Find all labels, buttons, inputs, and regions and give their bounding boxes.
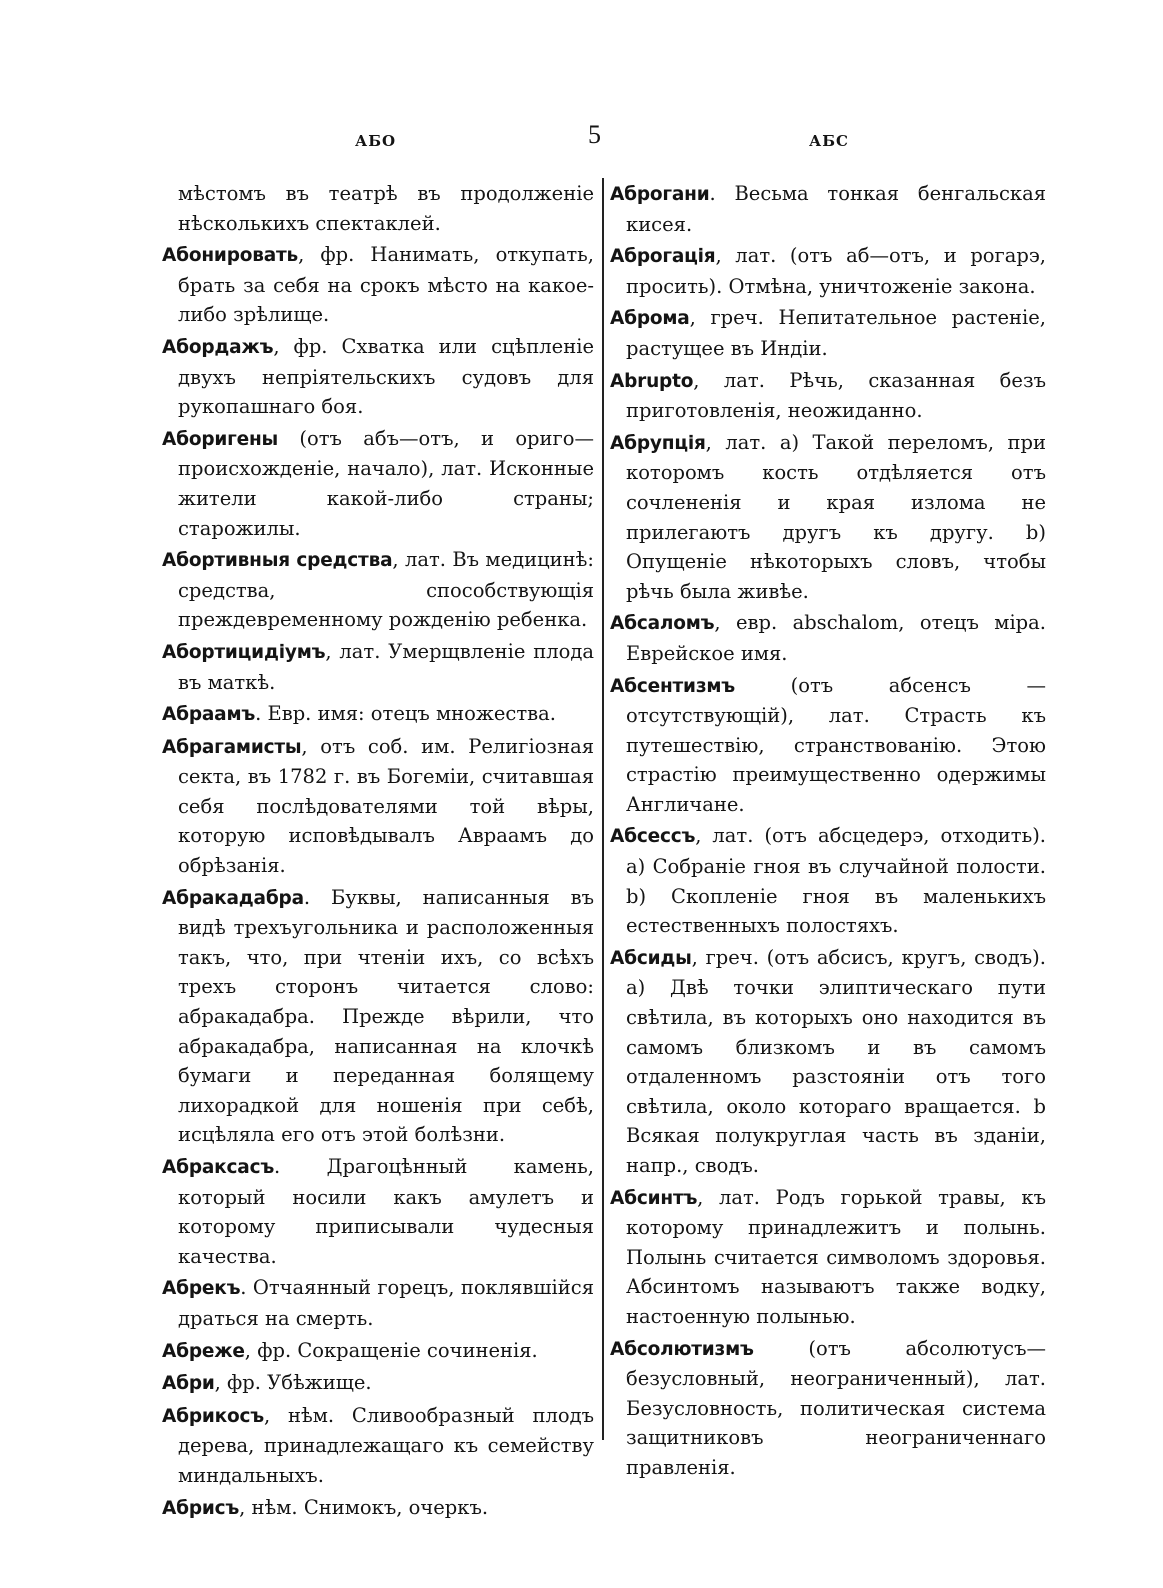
dictionary-entry [610,1183,1046,1332]
definition: , греч. (отъ абсисъ, кругъ, сводъ). a) Двѣ точки элиптическаго пути свѣтила, въ которыхъ оно находится въ самомъ близкомъ и въ самомъ отдаленномъ разстояніи отъ того свѣтила, около котораго вращается. b Всякая полукруглая часть въ зданіи, напр., сводъ. [626,945,1046,1177]
definition: (отъ абсолютусъ—безусловный, неограниченный), лат. Безусловность, политическая система защитниковъ неограниченнаго правленія. [626,1336,1046,1479]
definition: . Весьма тонкая бенгальская кисея. [626,182,1046,236]
dictionary-entry [162,1368,594,1399]
headword: Абортивныя средства [162,550,393,572]
headword: Абонировать [162,245,299,267]
headword: Абракадабра [162,887,304,909]
definition: , лат. Умерщвленіе плода въ маткѣ. [178,639,594,694]
headword: Абсолютизмъ [610,1338,754,1360]
definition: , лат. (отъ абсцедерэ, отходить). a) Собраніе гноя въ случайной полости. b) Скопленіе гноя въ маленькихъ естественныхъ полостяхъ. [626,824,1046,938]
headword: Абраамъ [162,704,256,726]
definition: , нѣм. Снимокъ, очеркъ. [239,1495,489,1519]
definition: , лат. Рѣчь, сказанная безъ приготовленія, неожиданно. [626,368,1046,423]
definition: , лат. Въ медицинѣ: средства, способствующія преждевременному рожденію ребенка. [178,548,595,632]
entry-text: мѣстомъ въ театрѣ въ продолженіе нѣсколькихъ спектаклей. [178,182,594,235]
headword: Аброгани [610,184,710,205]
dictionary-entry [610,303,1046,363]
running-head [0,120,1163,160]
dictionary-entry [610,241,1046,301]
headword: Абрикосъ [162,1405,264,1427]
column-divider [602,178,604,1440]
dictionary-entry [610,179,1046,239]
headword: Abrupto [610,370,694,392]
headword: Абри [162,1373,215,1395]
definition: , отъ соб. им. Религіозная секта, въ 1782 г. въ Богеміи, считавшая себя послѣдователями той вѣры, которую исповѣдывалъ Авраамъ до обрѣзанія. [178,734,594,878]
definition: , лат. Родъ горькой травы, къ которому принадлежитъ и полынь. Полынь считается символомъ здоровья. Абсинтомъ называютъ также водку, настоенную полынью. [626,1185,1046,1328]
headword: Аброгація [610,246,716,268]
headword: Абсессъ [610,826,696,848]
headword: Абрупція [610,432,706,454]
definition: , фр. Нанимать, откупать, брать за себя на срокъ мѣсто на какое-либо зрѣлище. [178,243,594,327]
dictionary-entry [610,671,1046,820]
headword: Аброма [610,308,690,330]
dictionary-entry [162,637,594,697]
headword: Абсинтъ [610,1187,698,1209]
dictionary-entry [162,1493,594,1524]
headword: Абрагамисты [162,736,302,758]
dictionary-entry [610,943,1046,1181]
dictionary-entry [162,424,594,543]
dictionary-entry [162,883,594,1150]
headword: Абсаломъ [610,613,715,635]
dictionary-entry [162,732,594,881]
headword: Абсиды [610,947,692,969]
definition: , лат. (отъ аб—отъ, и рогарэ, просить). Отмѣна, уничтоженіе закона. [626,244,1046,298]
headword: Абордажъ [162,336,274,358]
dictionary-entry [610,821,1046,940]
definition: , фр. Схватка или сцѣпленіе двухъ непріятельскихъ судовъ для рукопашнаго боя. [178,334,594,419]
headword: Аборигены [162,428,279,450]
headword: Абрекъ [162,1278,241,1300]
left-column [162,179,594,1525]
headword: Абсентизмъ [610,675,735,697]
dictionary-entry [162,179,594,238]
dictionary-entry [610,366,1046,426]
definition: , греч. Непитательное растеніе, растущее въ Индіи. [626,306,1046,360]
dictionary-entry [162,1152,594,1271]
definition: , нѣм. Сливообразный плодъ дерева, принадлежащаго къ семейству миндальныхъ. [178,1403,594,1487]
dictionary-entry [162,699,594,730]
definition: , фр. Убѣжище. [214,1371,372,1395]
dictionary-entry [162,1336,594,1367]
dictionary-entry [162,545,594,635]
dictionary-entry [610,1334,1046,1483]
dictionary-entry [610,428,1046,607]
definition: , евр. abschalom, отецъ міра. Еврейское имя. [626,611,1046,665]
dictionary-entry [162,1401,594,1491]
headword: Абреже [162,1340,245,1362]
running-head-left: АБО [355,132,397,150]
headword: Абраксасъ [162,1157,275,1178]
definition: . Евр. имя: отецъ множества. [255,702,556,726]
definition: . Отчаянный горецъ, поклявшійся драться на смерть. [178,1276,594,1330]
definition: (отъ абсенсъ — отсутствующій), лат. Страсть къ путешествію, странствованію. Этою страстію преимущественно одержимы Англичане. [626,673,1046,816]
definition: , фр. Сокращеніе сочиненія. [244,1338,538,1362]
page-number: 5 [588,120,601,149]
definition: . Буквы, написанныя въ видѣ треxъугольника и расположенныя такъ, что, при чтеніи ихъ, со всѣхъ трехъ сторонъ читается слово: абракадабра. Прежде вѣрили, что абракадабра, написанная на клочкѣ бумаги и переданная болящему лихорадкой для ношенія при себѣ, исцѣляла его отъ этой болѣзни. [178,885,594,1147]
running-head-right: АБС [809,132,849,150]
definition: (отъ абъ—отъ, и ориго—происхожденіе, начало), лат. Исконные жители какой-либо страны; старожилы. [178,426,594,540]
headword: Абрисъ [162,1497,240,1519]
dictionary-entry [162,1273,594,1333]
headword: Абортицидіумъ [162,641,326,663]
right-column [610,179,1046,1485]
dictionary-entry [610,608,1046,668]
definition: , лат. a) Такой переломъ, при которомъ кость отдѣляется отъ сочлененія и края излома не прилегаютъ другъ къ другу. b) Опущеніе нѣкоторыхъ словъ, чтобы рѣчь была живѣе. [626,430,1046,603]
dictionary-entry [162,240,594,330]
definition: . Драгоцѣнный камень, который носили какъ амулетъ и которому приписывали чудесныя качества. [178,1155,594,1268]
dictionary-entry [162,332,594,422]
